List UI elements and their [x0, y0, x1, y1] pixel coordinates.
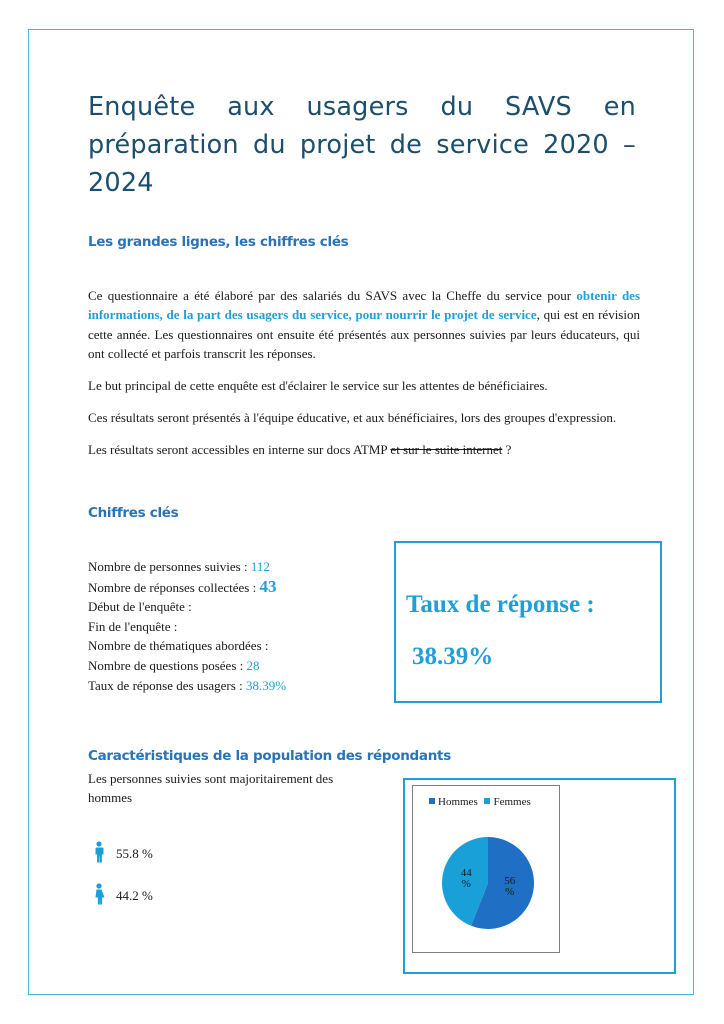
woman-icon [92, 883, 106, 905]
population-intro: Les personnes suivies sont majoritairement des hommes [88, 771, 334, 806]
stat-questions [88, 656, 378, 676]
intro-paragraph-4 [88, 440, 640, 459]
legend-label-women: Femmes [493, 796, 531, 808]
stat-followed-value: 112 [250, 559, 270, 574]
legend-label-men: Hommes [438, 796, 478, 808]
stat-questions-label: Nombre de questions posées : [88, 657, 247, 673]
intro-text [88, 286, 640, 472]
stat-rate-value: 38.39% [245, 677, 287, 693]
stat-followed [88, 557, 378, 577]
stat-rate [88, 676, 378, 696]
stats-list [88, 557, 378, 695]
stat-rate-label: Taux de réponse des usagers : [88, 677, 246, 693]
stat-end: Fin de l'enquête : [88, 618, 178, 634]
stat-collected-label: Nombre de réponses collectées : [88, 579, 260, 595]
section-heading-population: Caractéristiques de la population des répondants [88, 748, 451, 764]
intro-paragraph-2: Le but principal de cette enquête est d'éclairer le service sur les attentes de bénéficiaires. [88, 378, 548, 394]
gender-pie-chart [412, 785, 560, 953]
response-rate-value: 38.39% [412, 643, 494, 670]
intro-p4-text-end: ? [502, 441, 512, 457]
man-icon [92, 841, 106, 863]
pie-label-femmes: 44 % [460, 866, 472, 890]
section-heading-key-figures: Chiffres clés [88, 505, 179, 521]
intro-p1-highlight: obtenir des informations, de la part des usagers du service, pour nourrir le projet de service [88, 288, 641, 323]
men-stat-value: 55.8 % [116, 846, 153, 861]
stat-followed-label: Nombre de personnes suivies : [88, 559, 251, 574]
intro-paragraph-1 [88, 286, 640, 364]
page-title: Enquête aux usagers du SAVS en préparation du projet de service 2020 – 2024 [88, 92, 636, 198]
intro-p1-text-end: , qui est en révision cette année. Les questionnaires ont ensuite été présentés aux personnes suivies par leurs éducateurs, qui ont collecté et parfois transcrit les réponses. [88, 307, 640, 362]
intro-p4-text: Les résultats seront accessibles en interne sur docs ATMP [88, 441, 391, 457]
intro-paragraph-3: Ces résultats seront présentés à l'équipe éducative, et aux bénéficiaires, lors des groupes d'expression. [88, 410, 617, 426]
response-rate-label: Taux de réponse : [406, 591, 595, 618]
stat-collected-value: 43 [259, 576, 277, 596]
women-stat-value: 44.2 % [116, 888, 153, 903]
stat-collected [88, 577, 378, 598]
section-heading-overview: Les grandes lignes, les chiffres clés [88, 234, 349, 250]
pie-label-hommes: 56 % [504, 875, 516, 899]
stat-start: Début de l'enquête : [88, 599, 192, 615]
response-rate-box [394, 541, 662, 703]
stat-themes: Nombre de thématiques abordées : [88, 638, 269, 654]
intro-p4-strikethrough: et sur le suite internet [390, 441, 503, 457]
intro-p1-text: Ce questionnaire a été élaboré par des salariés du SAVS avec la Cheffe du service pour [88, 288, 577, 303]
stat-questions-value: 28 [246, 657, 260, 673]
pie-svg [413, 786, 559, 952]
